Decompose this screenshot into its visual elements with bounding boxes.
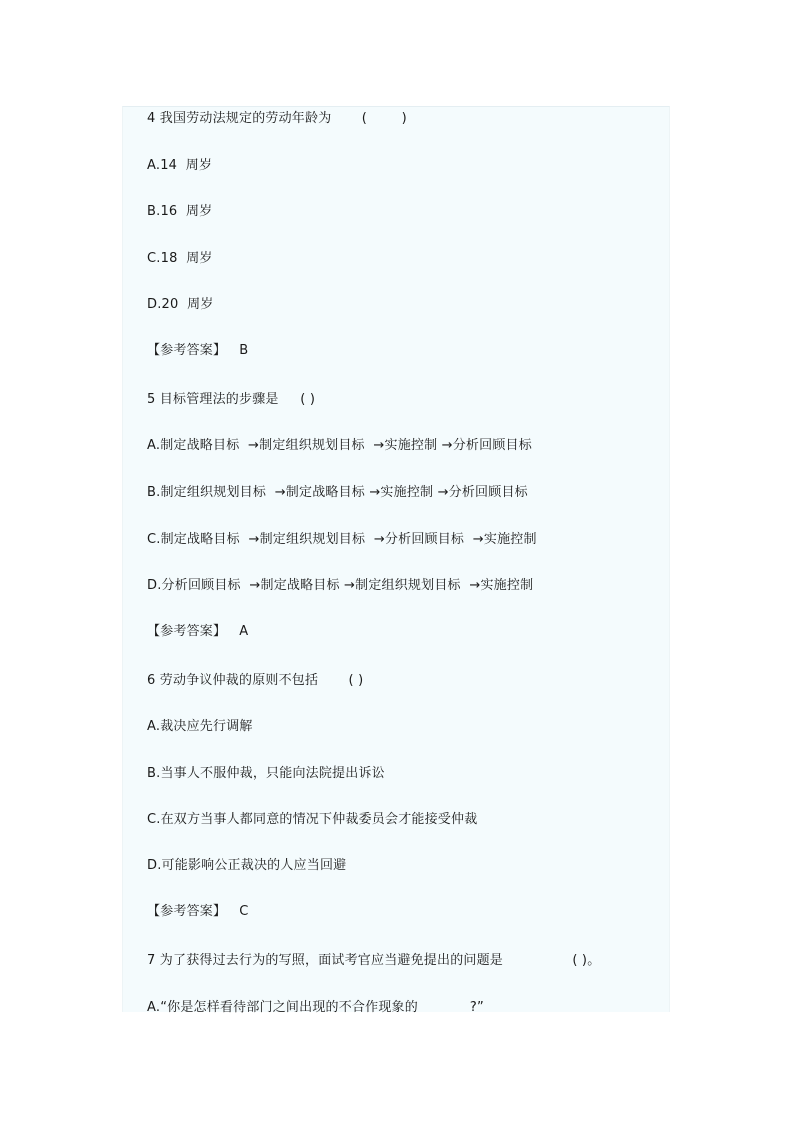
question-4-stem: 4 我国劳动法规定的劳动年龄为 ( ) [147,111,407,126]
question-5-option-a: A.制定战略目标 →制定组织规划目标 →实施控制 →分析回顾目标 [147,438,532,453]
question-7-stem: 7 为了获得过去行为的写照，面试考官应当避免提出的问题是 ( )。 [147,953,601,968]
question-6-option-a: A.裁决应先行调解 [147,719,253,734]
content-panel [122,106,670,1012]
question-5-option-d: D.分析回顾目标 →制定战略目标 →制定组织规划目标 →实施控制 [147,578,534,593]
question-4-option-c: C.18 周岁 [147,251,213,266]
question-6-stem: 6 劳动争议仲裁的原则不包括 ( ) [147,673,364,688]
question-6-option-b: B.当事人不服仲裁，只能向法院提出诉讼 [147,766,385,781]
question-7-option-a: A.“你是怎样看待部门之间出现的不合作现象的 ?” [147,1000,484,1015]
question-4-option-a: A.14 周岁 [147,158,213,173]
question-5-option-c: C.制定战略目标 →制定组织规划目标 →分析回顾目标 →实施控制 [147,532,537,547]
question-4-answer: 【参考答案】 B [147,343,249,358]
question-6-option-c: C.在双方当事人都同意的情况下仲裁委员会才能接受仲裁 [147,812,478,827]
question-4-option-d: D.20 周岁 [147,297,214,312]
question-5-option-b: B.制定组织规划目标 →制定战略目标 →实施控制 →分析回顾目标 [147,485,528,500]
question-6-answer: 【参考答案】 C [147,904,249,919]
question-6-option-d: D.可能影响公正裁决的人应当回避 [147,858,347,873]
question-5-answer: 【参考答案】 A [147,624,249,639]
question-5-stem: 5 目标管理法的步骤是 ( ) [147,392,316,407]
question-4-option-b: B.16 周岁 [147,204,213,219]
